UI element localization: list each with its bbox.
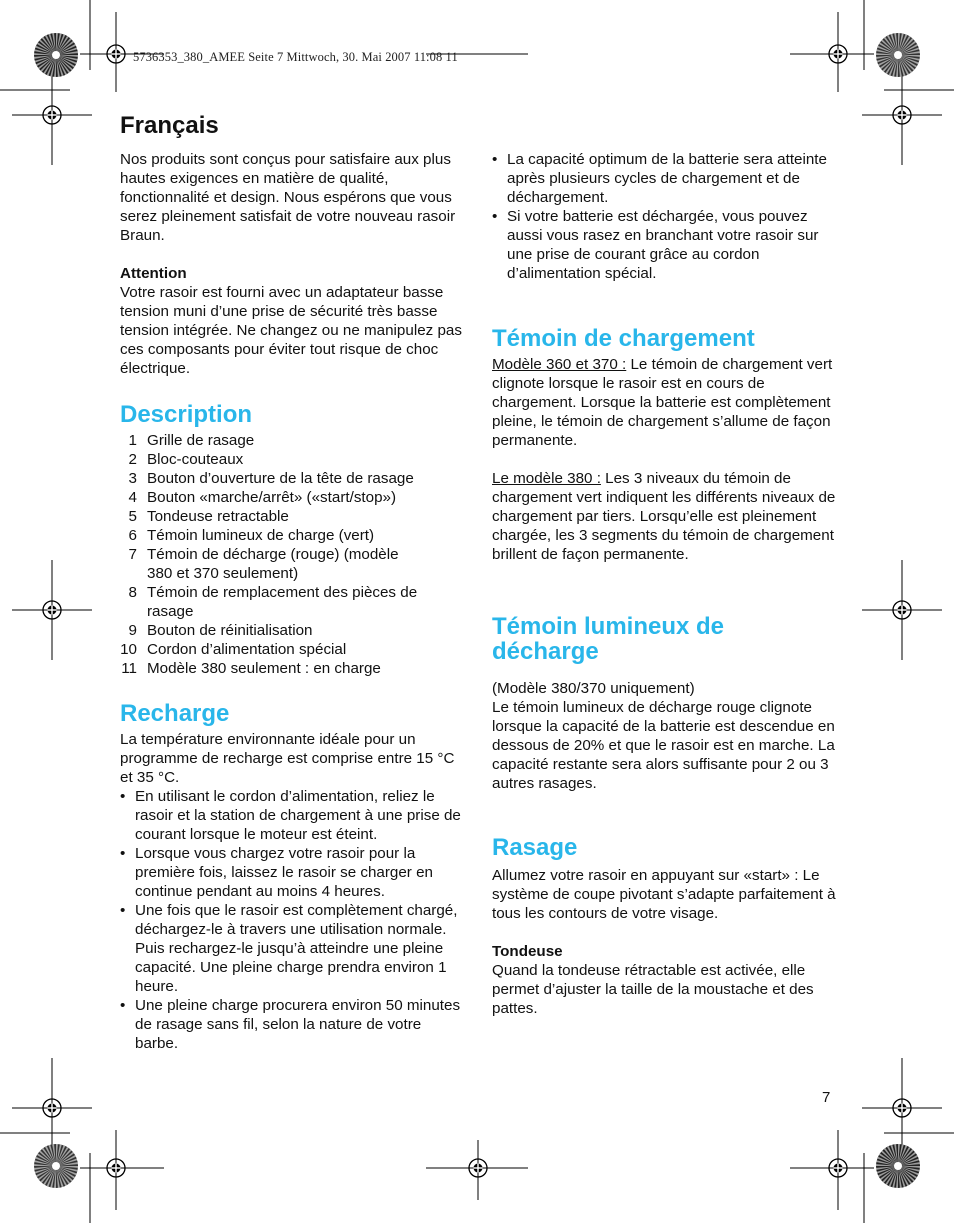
page-number: 7 [822,1089,831,1106]
intro-paragraph: Nos produits sont conçus pour satisfaire aux plus hautes exigences en matière de qualité, fonctionnalité et design. Nous espérons que vous serez pleinement satisfait de votre nouveau rasoir Braun. [120,151,456,244]
list-item: 1 Grille de rasage [128,432,255,449]
parts-list [120,431,465,678]
list-item: 4 Bouton «marche/arrêt» («start/stop») [128,489,397,506]
right-column [492,150,837,1018]
list-item: • Une fois que le rasoir est complètement chargé, déchargez-le à travers une utilisation normale. Puis rechargez-le jusqu’à atteindre une pleine capacité. Une pleine charge prendra environ 1 heure. [120,901,465,996]
discharge-note: (Modèle 380/370 uniquement) [492,680,695,697]
discharge-paragraph: Le témoin lumineux de décharge rouge clignote lorsque la capacité de la batterie est descendue en dessous de 20% et que le rasoir est en marche. La capacité restante sera alors suffisante pour 2 ou 3 autres rasages. [492,699,835,792]
list-item: • Si votre batterie est déchargée, vous pouvez aussi vous rasez en branchant votre rasoir sur une prise de courant grâce au cordon d’alimentation spécial. [492,207,837,283]
list-item: 8 Témoin de remplacement des pièces de rasage [128,584,418,620]
list-item: 9 Bouton de réinitialisation [128,622,313,639]
list-item: 3 Bouton d’ouverture de la tête de rasage [128,470,414,487]
star-target-hub [52,51,60,59]
attention-heading: Attention [120,265,187,282]
list-item: • La capacité optimum de la batterie sera atteinte après plusieurs cycles de chargement et de déchargement. [492,150,837,207]
recharge-bullets [120,787,465,1053]
trimmer-heading: Tondeuse [492,943,563,960]
charge-indicator-heading: Témoin de chargement [492,325,755,352]
recharge-intro: La température environnante idéale pour un programme de recharge est comprise entre 15 °C et 35 °C. [120,731,455,786]
charge-paragraph-360-370: Modèle 360 et 370 : Le témoin de chargement vert clignote lorsque le rasoir est en cours de chargement. Lorsque la batterie est complètement pleine, le témoin de chargement s’allume de façon permanente. [492,356,833,449]
list-item: 6 Témoin lumineux de charge (vert) [128,527,375,544]
star-target-hub [52,1162,60,1170]
battery-bullets [492,150,837,283]
left-column [120,150,465,1053]
list-item: • Lorsque vous chargez votre rasoir pour la première fois, laissez le rasoir se charger en continue pendant au moins 4 heures. [120,844,465,901]
list-item: 5 Tondeuse retractable [128,508,289,525]
trimmer-paragraph: Quand la tondeuse rétractable est activée, elle permet d’ajuster la taille de la moustache et des pattes. [492,962,814,1017]
charge-paragraph-380: Le modèle 380 : Les 3 niveaux du témoin de chargement vert indiquent les différents niveaux de chargement par tiers. Lorsqu’elle est pleinement chargée, les 3 segments du témoin de chargement brillent de façon permanente. [492,470,836,563]
page-title: Français [120,112,219,139]
print-slug-line: 5736353_380_AMEE Seite 7 Mittwoch, 30. Mai 2007 11:08 11 [133,50,458,64]
list-item: • En utilisant le cordon d’alimentation, reliez le rasoir et la station de chargement à une prise de courant lorsque le moteur est éteint. [120,787,465,844]
list-item: 10 Cordon d’alimentation spécial [120,641,347,658]
shaving-heading: Rasage [492,834,578,861]
star-target-hub [894,1162,902,1170]
list-item: 11 Modèle 380 seulement : en charge [121,660,381,677]
discharge-indicator-heading: Témoin lumineux de décharge [492,613,725,665]
star-target-hub [894,51,902,59]
shaving-paragraph: Allumez votre rasoir en appuyant sur «start» : Le système de coupe pivotant s’adapte parfaitement à tous les contours de votre visage. [492,867,836,922]
list-item: 2 Bloc-couteaux [128,451,244,468]
description-heading: Description [120,401,253,428]
list-item: 7 Témoin de décharge (rouge) (modèle 380 et 370 seulement) [128,546,399,582]
recharge-heading: Recharge [120,700,230,727]
attention-paragraph: Votre rasoir est fourni avec un adaptateur basse tension muni d’une prise de sécurité très basse tension intégrée. Ne changez ou ne manipulez pas ces composants pour éviter tout risque de choc électrique. [120,284,462,377]
list-item: • Une pleine charge procurera environ 50 minutes de rasage sans fil, selon la nature de votre barbe. [120,996,465,1053]
